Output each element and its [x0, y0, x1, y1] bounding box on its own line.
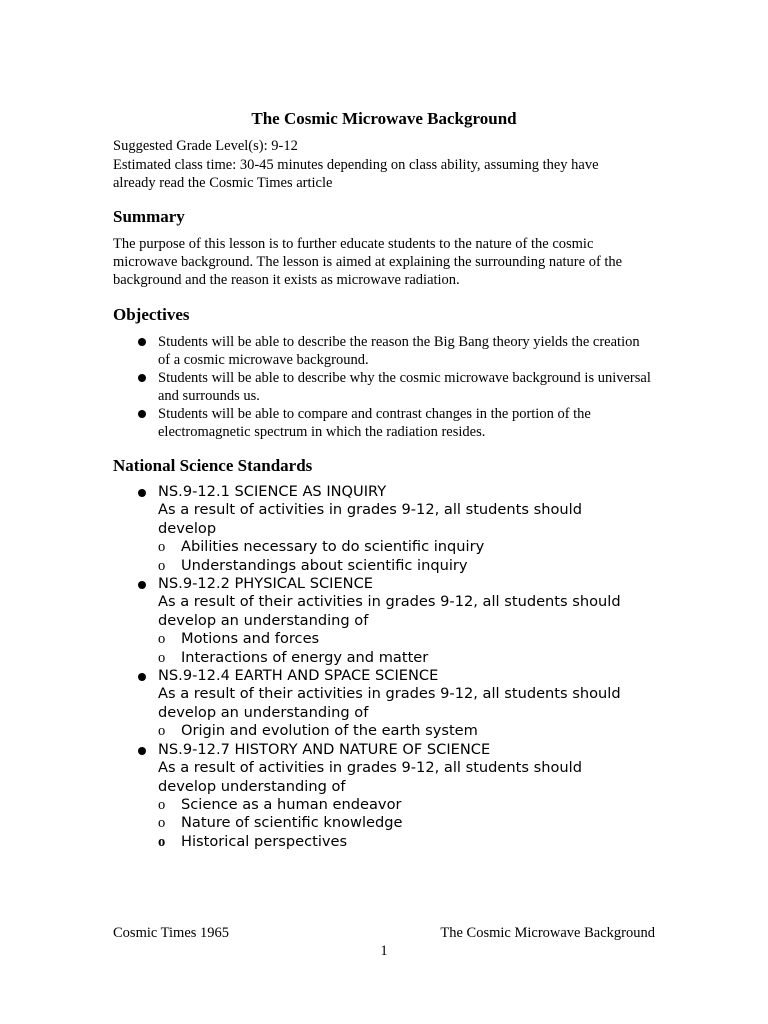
summary-text: The purpose of this lesson is to further educate students to the nature of the cosmic microwave background. The lesson is aimed at explaining the surrounding nature of the background and the reason it exists as microwave radiation. — [113, 236, 623, 288]
class-time-line1: Estimated class time: 30-45 minutes depending on class ability, assuming they have — [113, 156, 599, 173]
subitem-text: Interactions of energy and matter — [181, 648, 429, 666]
standard-subitem — [158, 649, 673, 667]
summary-heading: Summary — [113, 207, 185, 226]
bullet-icon — [138, 581, 146, 589]
standard-code: NS.9-12.7 HISTORY AND NATURE OF SCIENCE — [158, 740, 491, 758]
sub-bullet-icon: o — [158, 539, 166, 556]
standard-code: NS.9-12.2 PHYSICAL SCIENCE — [158, 575, 374, 593]
subitem-text: Understandings about scientific inquiry — [181, 556, 468, 574]
sub-bullet-icon: o — [158, 833, 166, 850]
sub-bullet-icon: o — [158, 631, 166, 648]
objectives-heading: Objectives — [113, 305, 190, 324]
sub-bullet-icon: o — [158, 723, 166, 740]
standard-subitem — [158, 630, 673, 648]
sub-bullet-icon: o — [158, 796, 166, 813]
standard-desc-line1: As a result of their activities in grades 9-12, all students should — [158, 593, 621, 611]
standards-list — [113, 483, 673, 851]
standard-subitem — [158, 833, 673, 851]
standard-desc-line2: develop an understanding of — [158, 703, 369, 721]
standards-heading: National Science Standards — [113, 456, 313, 475]
bullet-icon — [138, 374, 146, 382]
objective-item — [113, 333, 653, 369]
grade-level: Suggested Grade Level(s): 9-12 — [113, 138, 298, 154]
bullet-icon — [138, 410, 146, 418]
standard-item — [113, 667, 673, 741]
standard-subitem — [158, 557, 673, 575]
subitem-text: Historical perspectives — [181, 832, 348, 850]
standard-item — [113, 575, 673, 667]
standard-item — [113, 741, 673, 851]
objective-item — [113, 405, 653, 441]
bullet-icon — [138, 338, 146, 346]
bullet-icon — [138, 673, 146, 681]
standard-desc-line1: As a result of their activities in grades 9-12, all students should — [158, 685, 621, 703]
standard-subitem — [158, 538, 673, 556]
standard-desc-line1: As a result of activities in grades 9-12, all students should — [158, 501, 582, 519]
objectives-list — [113, 333, 653, 441]
sub-bullet-icon: o — [158, 557, 166, 574]
subitem-text: Science as a human endeavor — [181, 795, 402, 813]
subitem-text: Abilities necessary to do scientific inquiry — [181, 538, 485, 556]
class-time-line2: already read the Cosmic Times article — [113, 175, 333, 191]
footer-title: The Cosmic Microwave Background — [440, 925, 655, 941]
footer-publication: Cosmic Times 1965 — [113, 925, 230, 941]
standard-code: NS.9-12.1 SCIENCE AS INQUIRY — [158, 483, 387, 500]
standard-desc-line2: develop — [158, 519, 217, 537]
objective-item — [113, 369, 653, 405]
standard-subitem — [158, 796, 673, 814]
bullet-icon — [138, 747, 146, 755]
objective-text: Students will be able to describe the reason the Big Bang theory yields the creation of a cosmic microwave background. — [158, 334, 640, 368]
subitem-text: Origin and evolution of the earth system — [181, 722, 478, 740]
standard-code: NS.9-12.4 EARTH AND SPACE SCIENCE — [158, 667, 439, 685]
objective-text: Students will be able to describe why the cosmic microwave background is universal and surrounds us. — [158, 370, 651, 404]
objective-text: Students will be able to compare and contrast changes in the portion of the electromagnetic spectrum in which the radiation resides. — [158, 406, 591, 440]
subitem-text: Nature of scientific knowledge — [181, 814, 403, 832]
subitem-text: Motions and forces — [181, 630, 320, 648]
standard-desc-line1: As a result of activities in grades 9-12, all students should — [158, 759, 582, 777]
standard-desc-line2: develop an understanding of — [158, 611, 369, 629]
standard-subitem — [158, 814, 673, 832]
bullet-icon — [138, 489, 146, 497]
lesson-meta — [113, 137, 653, 193]
standard-subitem — [158, 722, 673, 740]
standard-item — [113, 483, 673, 575]
standard-desc-line2: develop understanding of — [158, 777, 346, 795]
page-number: 1 — [380, 943, 388, 959]
sub-bullet-icon: o — [158, 815, 166, 832]
sub-bullet-icon: o — [158, 649, 166, 666]
document-title: The Cosmic Microwave Background — [251, 109, 517, 128]
